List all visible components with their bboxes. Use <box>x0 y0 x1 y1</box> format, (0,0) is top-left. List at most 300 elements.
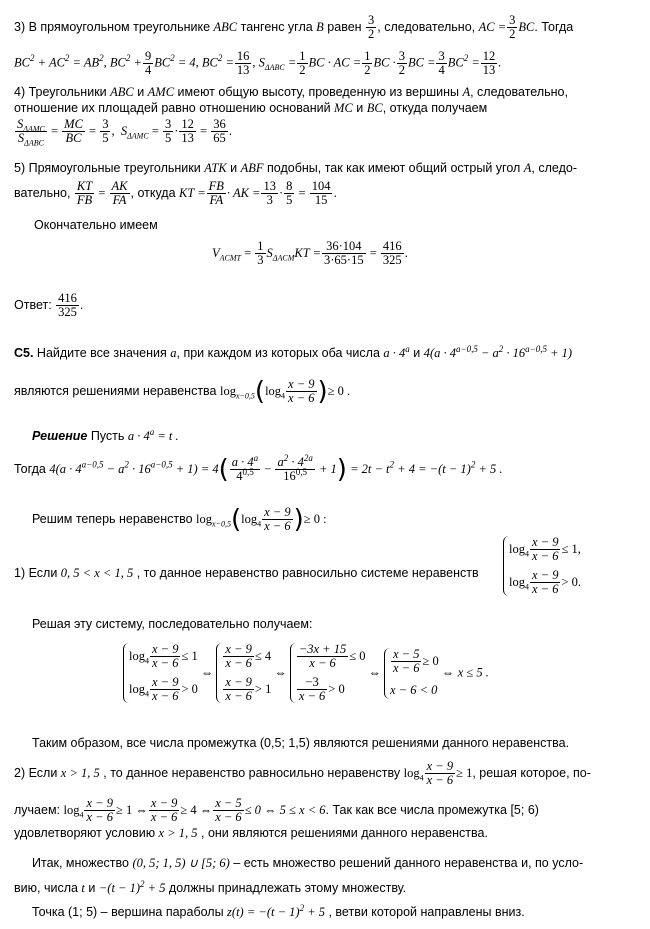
den: FA <box>112 193 127 207</box>
system-row <box>390 648 439 675</box>
num: x − 9 <box>531 568 559 582</box>
text: и <box>352 101 367 115</box>
den: 13 <box>482 63 496 77</box>
conclusion-1: Таким образом, все числа промежутка (0,5; 1,5) являются решениями данного неравенства. <box>32 736 570 750</box>
text: , ветви которой направлены вниз. <box>325 905 525 919</box>
case2-line3 <box>14 825 488 841</box>
log: log <box>403 765 420 780</box>
text: , они являются решениями данного неравенства. <box>197 826 488 840</box>
text: , следовательно, <box>377 19 479 34</box>
text: , то данное неравенство равносильно неравенству <box>99 765 404 780</box>
math: , S <box>252 55 265 70</box>
math: ≥ 1 <box>456 765 473 780</box>
text: – есть множество решений данного неравенства и, по усло- <box>229 856 584 870</box>
fraction <box>297 676 327 703</box>
fraction <box>150 643 180 670</box>
den: x − 6 <box>225 689 252 703</box>
num: 3 <box>368 13 375 27</box>
exp: a−0,5 <box>456 343 478 354</box>
system-brace <box>290 643 366 703</box>
sub: ΔACM <box>272 253 295 263</box>
fraction <box>284 180 294 207</box>
exp: 2 <box>389 459 395 470</box>
fraction <box>310 180 333 207</box>
base: 4 <box>144 689 149 699</box>
math: = <box>284 55 297 70</box>
text: тангенс угла <box>237 19 317 34</box>
p4-line2 <box>14 100 487 116</box>
den: x − 6 <box>151 656 179 670</box>
log: log <box>265 383 282 398</box>
fraction <box>230 452 260 483</box>
math: BC · AC = <box>308 55 362 70</box>
var: A <box>462 85 471 99</box>
den: x − 6 <box>264 519 291 533</box>
log: log <box>129 681 145 696</box>
num: KT <box>76 179 93 193</box>
num: 104 <box>311 179 331 193</box>
base: x−0,5 <box>235 391 255 401</box>
num: x − 9 <box>225 675 252 689</box>
final-formula: $V_{ACMT}$ = $\frac{1}{3}$ $S_{\Delta ACM}KT$ = $\frac{36\cdot 104}{3\cdot 65\cdot 15}$ = $\frac{416}{325}$ . <box>212 239 409 267</box>
math: + 1) = 4 <box>172 461 219 476</box>
math: z(t) = −(t − 1) <box>227 905 300 919</box>
text: отношение их площадей равно отношению оснований <box>14 101 335 115</box>
math: ≥ 0 <box>422 653 439 668</box>
exp: 0,5 <box>295 466 308 477</box>
math: = 2t − t <box>346 461 390 476</box>
num: MC <box>64 117 83 131</box>
exp: 2 <box>470 459 476 470</box>
math: BC <box>447 55 464 70</box>
base: 4 <box>144 656 149 666</box>
log: log <box>63 802 80 817</box>
case2-line2 <box>14 797 539 824</box>
den: 15 <box>314 193 328 207</box>
text: и <box>133 85 148 99</box>
num: 3 <box>398 49 405 63</box>
fraction <box>297 643 348 670</box>
var: ABC <box>110 85 134 99</box>
text: , откуда <box>130 185 180 200</box>
den: x − 6 <box>215 810 242 824</box>
num: a · 4 <box>231 455 254 469</box>
math: · 16 <box>503 346 526 360</box>
math: = AB <box>69 55 100 70</box>
num: 36 <box>213 117 226 131</box>
num: x − 9 <box>150 796 178 810</box>
fraction <box>223 676 253 703</box>
math: > 0 <box>328 681 345 696</box>
system-row <box>129 643 198 670</box>
text: 1) Если <box>14 566 61 580</box>
fraction <box>207 180 226 207</box>
text: и <box>226 161 241 175</box>
system-row <box>222 643 271 670</box>
exp: a−0,5 <box>150 459 173 470</box>
num: 416 <box>382 239 402 253</box>
text: Найдите все значения <box>33 346 171 360</box>
base: 4 <box>257 519 262 529</box>
case1-line <box>14 565 479 581</box>
exp: a <box>149 426 155 437</box>
den: x − 6 <box>298 689 326 703</box>
den: 16 <box>283 469 296 483</box>
answer-label: Ответ: <box>14 297 56 312</box>
num: a <box>277 455 284 469</box>
den: 325 <box>382 253 402 267</box>
num: 13 <box>263 179 276 193</box>
num: 12 <box>181 117 194 131</box>
fraction <box>322 240 366 267</box>
den: x − 6 <box>393 660 420 675</box>
exp: 2a <box>303 452 313 463</box>
text: , следо- <box>531 161 577 175</box>
math: > 0 <box>181 681 198 696</box>
seq-intro: Решая эту систему, последовательно получаем: <box>32 617 313 631</box>
num: 12 <box>482 49 496 63</box>
log: log <box>219 383 236 398</box>
num: 1 <box>257 239 264 253</box>
exp: 2 <box>140 878 145 889</box>
num: AK <box>111 179 128 193</box>
fraction <box>150 676 180 703</box>
math: ≤ 0 <box>349 648 366 663</box>
math: ≥ 0 : <box>303 511 327 526</box>
den: 5 <box>286 193 293 207</box>
exp: 2 <box>498 343 504 354</box>
var: BC <box>518 19 535 34</box>
sol-line2: Тогда $4(a \cdot 4^{a-0,5} - a^2 \cdot 16^{a-0,5} + 1) = 4$( $\frac{a \cdot 4^a}{4^{0,5}}$ − $\frac{a^2 \cdot 4^{2a}}{16^{0,5}}$ + $1) = 2t - t^2 + 4 = -(t - 1)^2 + 5$ . <box>14 452 503 485</box>
den: 5 <box>165 131 172 145</box>
math: x ≤ 5 . <box>457 665 489 680</box>
den: 4 <box>144 63 152 77</box>
fraction <box>262 506 292 533</box>
math: ≤ 0 ⇔ 5 ≤ x < 6 <box>244 802 326 817</box>
iff: ⇔ <box>200 665 214 680</box>
num: 8 <box>286 179 293 193</box>
math: KT = <box>294 245 322 260</box>
math: BC = <box>407 55 436 70</box>
num: 416 <box>58 291 77 305</box>
math: · 16 <box>128 461 151 476</box>
fraction <box>75 180 94 207</box>
text: . Тогда <box>534 19 574 34</box>
num: 3 <box>509 13 516 27</box>
num: x − 5 <box>215 796 242 810</box>
log: log <box>196 511 213 526</box>
text: 4) Треугольники <box>14 85 111 99</box>
system-brace <box>503 536 581 596</box>
fraction <box>362 50 372 77</box>
fraction <box>436 50 446 77</box>
solution-title: Решение <box>32 429 88 443</box>
text: равен <box>323 19 366 34</box>
log: log <box>241 511 258 526</box>
math: 4(a · 4 <box>423 346 456 360</box>
var: A <box>523 161 532 175</box>
text: , следовательно, <box>470 85 568 99</box>
math: ≤ 1, <box>561 541 581 556</box>
fraction <box>235 50 252 77</box>
den: 2 <box>299 63 306 77</box>
text: Пусть <box>87 429 128 443</box>
num: 3 <box>438 49 445 63</box>
num: x − 9 <box>264 505 291 519</box>
log: log <box>509 574 525 589</box>
den: 2 <box>509 27 516 41</box>
base: 4 <box>524 549 529 559</box>
math: a · 4 <box>383 346 406 360</box>
math: = 4, BC <box>174 55 218 70</box>
fraction <box>84 797 114 824</box>
text: вательно, <box>14 185 74 200</box>
math: > 1 <box>254 681 272 696</box>
case2-line1 <box>14 760 591 787</box>
var: ATK <box>204 161 227 175</box>
S: S <box>17 131 25 145</box>
sub: ACMT <box>219 253 241 263</box>
den: FA <box>209 193 224 207</box>
math: + 5 <box>144 881 166 895</box>
final-intro: Окончательно имеем <box>34 218 158 232</box>
p5-line1 <box>14 160 577 176</box>
p3-line2: $BC^2 + AC^2 = AB^2$, $BC^2$ + $\frac{9}{4}$ $BC^2 = 4$, $BC^2$ = $\frac{16}{13}$ , $S_{\Delta ABC}$ = $\frac{1}{2}$ BC · AC = $\frac{1}{2}$ BC · $\frac{3}{2}$ BC = $\frac{3}{4}$ $BC^2$ = $\frac{12}{13}$ . <box>14 49 502 77</box>
math: KT = <box>179 185 206 200</box>
fraction <box>179 118 196 145</box>
fraction <box>530 536 560 563</box>
sol-line1 <box>32 428 179 444</box>
num: x − 9 <box>531 535 559 549</box>
solve-line: Решим теперь неравенство $\log_{x-0,5}(\log_4$ $\frac{x - 9}{x - 6}$ )≥ 0 : <box>32 504 327 535</box>
fraction <box>163 118 173 145</box>
num: x − 5 <box>393 646 420 661</box>
log: log <box>509 541 525 556</box>
math: = <box>222 55 234 70</box>
num: x − 9 <box>151 642 179 656</box>
fraction <box>275 452 314 483</box>
itak-line1 <box>32 855 583 871</box>
fraction <box>366 14 376 41</box>
math: ≤ 4 <box>254 648 272 663</box>
var: B <box>316 19 324 34</box>
text: Решим теперь неравенство <box>32 511 197 526</box>
num: x − 9 <box>426 759 454 773</box>
fraction <box>100 118 110 145</box>
math: + 5 <box>304 905 326 919</box>
fraction <box>381 240 404 267</box>
den: 65 <box>213 131 226 145</box>
system-row <box>390 681 439 699</box>
num: 1 <box>299 49 306 63</box>
num: x − 9 <box>288 377 315 391</box>
num: x − 9 <box>86 796 113 810</box>
fraction <box>425 760 455 787</box>
den: 3·65·15 <box>324 253 364 267</box>
problem-label: С5. <box>14 346 34 360</box>
fraction <box>143 50 153 77</box>
math: 0, 5 < x < 1, 5 <box>60 566 134 580</box>
subscript: ΔABC <box>264 62 285 72</box>
text: должны принадлежать этому множеству. <box>165 881 407 895</box>
text: являются решениями неравенства <box>14 383 220 398</box>
den: 2 <box>364 63 371 77</box>
text: 2) Если <box>14 765 61 780</box>
itak-line2 <box>14 880 406 896</box>
math: (0, 5; 1, 5) ∪ [5; 6) <box>132 856 230 870</box>
iff: ⇔ <box>441 665 455 680</box>
sub: ΔAMC <box>127 131 149 141</box>
p3-line1 <box>14 14 573 41</box>
fraction <box>62 118 85 145</box>
text: . Так как все числа промежутка [5; 6) <box>325 802 539 817</box>
text: Точка (1; 5) – вершина параболы <box>32 905 228 919</box>
system-row <box>129 676 198 703</box>
fraction <box>507 14 517 41</box>
math: · AK = <box>226 185 261 200</box>
den: x − 6 <box>531 549 559 563</box>
fraction <box>391 648 421 675</box>
den: 2 <box>368 27 375 41</box>
fraction <box>149 797 179 824</box>
math: + <box>130 55 142 70</box>
text: , то данное неравенство равносильно системе неравенств <box>133 566 479 580</box>
var: t <box>81 881 85 895</box>
math: > 0. <box>561 574 582 589</box>
system-brace <box>216 643 271 703</box>
num: 9 <box>144 49 152 63</box>
fraction <box>223 643 253 670</box>
num: · 4 <box>288 455 304 469</box>
den: 4 <box>236 469 243 483</box>
math: + 5 . <box>475 461 503 476</box>
text: и <box>84 881 99 895</box>
math: + AC <box>34 55 65 70</box>
text: 5) Прямоугольные треугольники <box>14 161 205 175</box>
math: + 1 <box>315 461 337 476</box>
den: 325 <box>58 305 77 319</box>
fraction <box>530 569 560 596</box>
c5-line2: являются решениями неравенства $\log_{x-0,5}(\log_4$ $\frac{x - 9}{x - 6}$ )≥ 0 . <box>14 376 351 407</box>
math: − a <box>477 346 499 360</box>
den: x − 6 <box>86 810 113 824</box>
math: BC <box>154 55 171 70</box>
den: BC <box>65 131 82 145</box>
math: 4(a · 4 <box>49 461 82 476</box>
sub: ΔAMC <box>23 124 45 134</box>
base: 4 <box>524 582 529 592</box>
math: ≥ 0 . <box>327 383 351 398</box>
den: x − 6 <box>309 656 336 670</box>
base: 4 <box>281 391 286 401</box>
exp: 2 <box>124 459 129 470</box>
exp: 2 <box>299 902 305 913</box>
fraction <box>397 50 407 77</box>
base: 4 <box>419 773 424 783</box>
case1-system <box>500 536 584 596</box>
num: 16 <box>236 49 250 63</box>
num: −3x + 15 <box>298 642 347 656</box>
var: ABF <box>240 161 264 175</box>
math: x − 6 < 0 <box>390 682 438 697</box>
math: BC <box>14 55 30 70</box>
exp: 0,5 <box>242 466 254 477</box>
text: Итак, множество <box>32 856 133 870</box>
var: a <box>170 346 177 360</box>
math: = <box>468 55 480 70</box>
vertex-line <box>32 904 525 920</box>
num: 1 <box>364 49 371 63</box>
math: ≥ 1 ⇔ <box>115 802 148 817</box>
fraction <box>15 117 47 148</box>
fraction <box>481 50 498 77</box>
text: , решая которое, по- <box>472 765 591 780</box>
math: AC = <box>478 19 507 34</box>
math: x > 1, 5 <box>158 826 198 840</box>
text: удовлетворяют условию <box>14 826 159 840</box>
den: x − 6 <box>426 773 454 787</box>
num: FB <box>208 179 224 193</box>
num: 3 <box>102 117 109 131</box>
fraction <box>213 797 243 824</box>
log: log <box>129 648 145 663</box>
exp: a−0,5 <box>81 459 104 470</box>
var: AMC <box>147 85 175 99</box>
math: ≤ 1 <box>181 648 198 663</box>
system-brace <box>384 648 439 699</box>
fraction <box>110 180 130 207</box>
den: x − 6 <box>151 689 179 703</box>
den: 5 <box>102 131 109 145</box>
text: 3) В прямоугольном треугольнике <box>14 19 214 34</box>
V: V <box>212 245 220 260</box>
var: MC <box>334 101 353 115</box>
den: 13 <box>181 131 194 145</box>
text: , при каждом из которых оба числа <box>176 346 384 360</box>
den: x − 6 <box>531 582 559 596</box>
system-row <box>296 676 366 703</box>
exp: a <box>253 452 259 463</box>
system-row <box>509 536 581 563</box>
fraction <box>286 378 316 405</box>
text: подобны, так как имеют общий острый угол <box>263 161 524 175</box>
fraction <box>261 180 278 207</box>
answer: Ответ: $\frac{416}{325}$ . <box>14 291 84 319</box>
S: S <box>17 117 24 131</box>
den: 3 <box>257 253 264 267</box>
p4-line1 <box>14 84 568 100</box>
system-brace <box>123 643 198 703</box>
num: −3 <box>297 676 327 690</box>
text: Тогда <box>14 461 50 476</box>
den: 2 <box>398 63 405 77</box>
math: = t . <box>154 429 179 443</box>
fraction <box>56 292 79 319</box>
math: −(t − 1) <box>98 881 141 895</box>
var: BC <box>366 101 383 115</box>
den: 13 <box>236 63 250 77</box>
num: 36·104 <box>322 240 366 254</box>
num: x − 9 <box>225 642 252 656</box>
den: x − 6 <box>225 656 252 670</box>
iff: ⇔ <box>368 665 381 680</box>
math: a · 4 <box>127 429 150 443</box>
c5-line1 <box>14 345 572 361</box>
base: x−0,5 <box>212 519 231 529</box>
p4-line3: $\frac{S_{\Delta AMC}}{S_{\Delta ABC}}$ = $\frac{MC}{BC}$ = $\frac{3}{5}$ , $S_{\Delta AMC}$ = $\frac{3}{5}$ · $\frac{12}{13}$ = $\frac{36}{65}$ . <box>17 117 233 148</box>
num: x − 9 <box>151 675 179 689</box>
S: S <box>120 123 128 138</box>
